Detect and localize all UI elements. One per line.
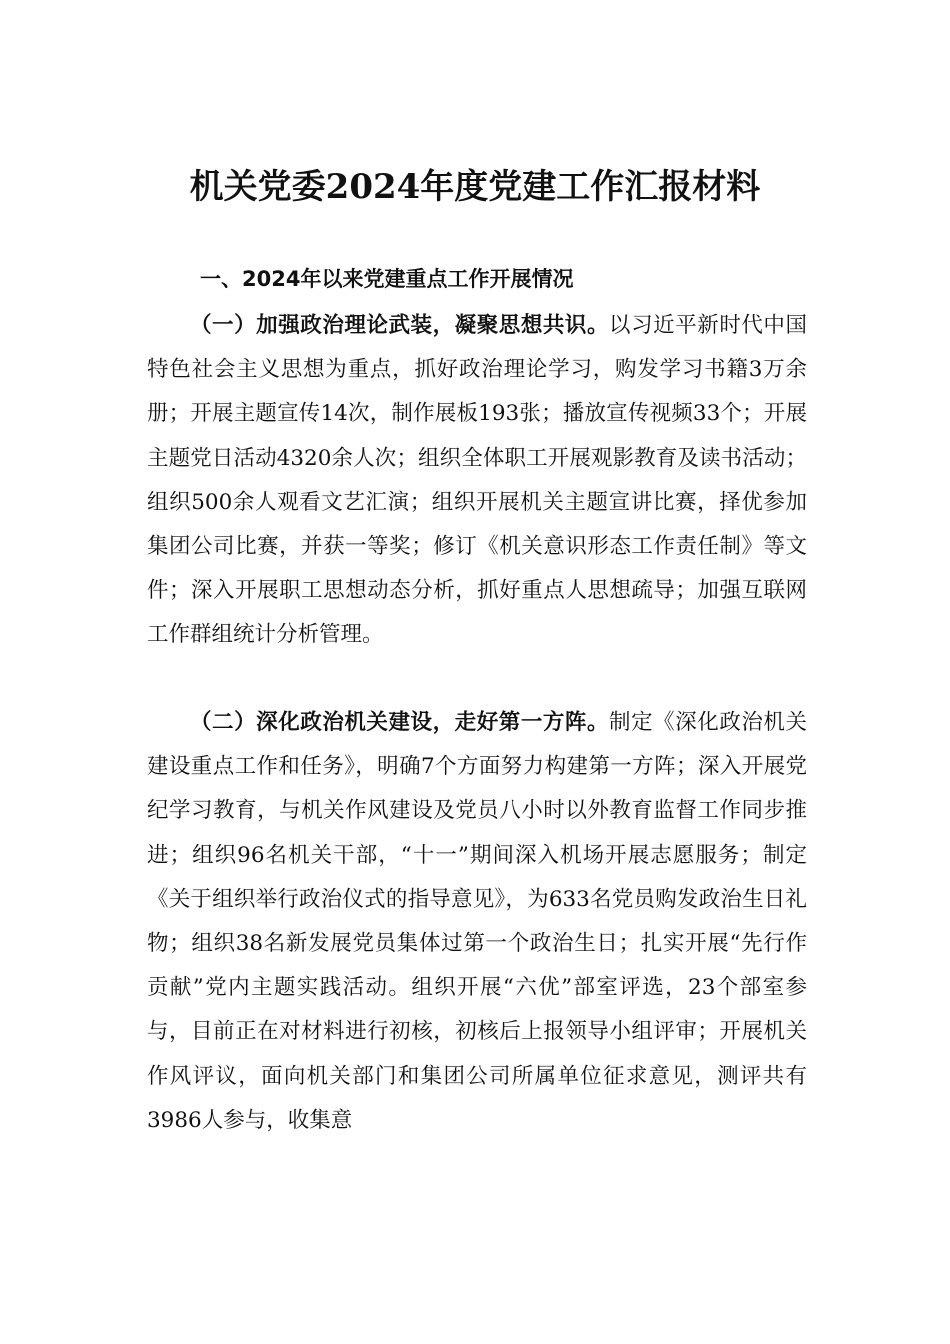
document-title: 机关党委2024年度党建工作汇报材料: [189, 167, 761, 207]
paragraph-body: 制定《深化政治机关建设重点工作和任务》，明确7个方面努力构建第一方阵；深入开展党纪学习教育，与机关作风建设及党员八小时以外教育监督工作同步推进；组织96名机关干部，“十一”期间深入机场开展志愿服务；制定《关于组织举行政治仪式的指导意见》，为633名党员购发政治生日礼物；组织38名新发展党员集体过第一个政治生日；扎实开展“先行作贡献”党内主题实践活动。组织开展“六优”部室评选，23个部室参与，目前正在对材料进行初核，初核后上报领导小组评审；开展机关作风评议，面向机关部门和集团公司所属单位征求意见，测评共有3986人参与，收集意: [147, 710, 807, 1133]
paragraph-body: 以习近平新时代中国特色社会主义思想为重点，抓好政治理论学习，购发学习书籍3万余册；开展主题宣传14次，制作展板193张；播放宣传视频33个；开展主题党日活动4320余人次；组织全体职工开展观影教育及读书活动；组织500余人观看文艺汇演；组织开展机关主题宣讲比赛，择优参加集团公司比赛，并获一等奖；修订《机关意识形态工作责任制》等文件；深入开展职工思想动态分析，抓好重点人思想疏导；加强互联网工作群组统计分析管理。: [147, 313, 807, 648]
section-heading: 一、2024年以来党建重点工作开展情况: [200, 267, 574, 291]
paragraph-lead: （一）加强政治理论武装，凝聚思想共识。: [190, 313, 610, 338]
paragraph-political-organ: [147, 701, 807, 1143]
paragraph-lead: （二）深化政治机关建设，走好第一方阵。: [190, 710, 610, 735]
paragraph-political-theory: [147, 304, 807, 658]
